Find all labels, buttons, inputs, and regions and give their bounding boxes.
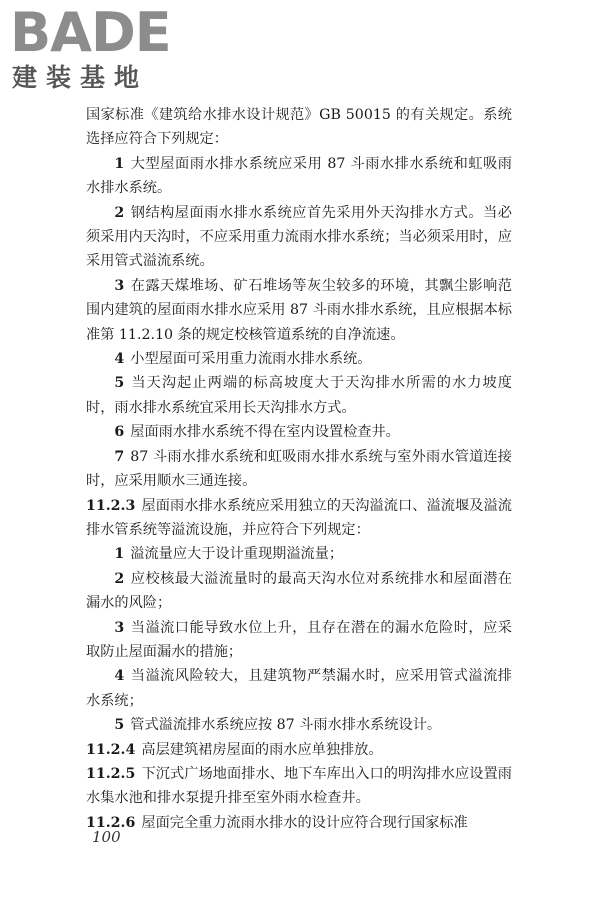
list-item: 3 当溢流口能导致水位上升，且存在潜在的漏水危险时，应采取防止屋面漏水的措施； (86, 619, 512, 660)
list-item: 3 在露天煤堆场、矿石堆场等灰尘较多的环境，其飘尘影响范围内建筑的屋面雨水排水应采用 87 斗雨水排水系统，且应根据本标准第 11.2.10 条的规定校核管道系统的自净流速。 (86, 277, 512, 343)
clause-11-2-4: 11.2.4 高层建筑裙房屋面的雨水应单独排放。 (86, 741, 383, 758)
logo (10, 1, 180, 96)
document-body (86, 103, 512, 835)
list-item: 4 小型屋面可采用重力流雨水排水系统。 (114, 351, 372, 368)
list-item: 6 屋面雨水排水系统不得在室内设置检查井。 (114, 424, 400, 441)
list-item: 5 管式溢流排水系统应按 87 斗雨水排水系统设计。 (114, 717, 442, 734)
clause-11-2-5: 11.2.5 下沉式广场地面排水、地下车库出入口的明沟排水应设置雨水集水池和排水泵提升排至室外雨水检查井。 (86, 765, 512, 807)
paragraph-intro: 国家标准《建筑给水排水设计规范》GB 50015 的有关规定。系统选择应符合下列规定： (86, 107, 512, 148)
clause-11-2-3: 11.2.3 屋面雨水排水系统应采用独立的天沟溢流口、溢流堰及溢流排水管系统等溢流设施，并应符合下列规定： (86, 497, 512, 538)
list-item: 1 溢流量应大于设计重现期溢流量； (114, 546, 344, 563)
logo-wordmark: BADE (10, 1, 171, 64)
list-item: 1 大型屋面雨水排水系统应采用 87 斗雨水排水系统和虹吸雨水排水系统。 (86, 155, 512, 197)
list-item: 4 当溢流风险较大，且建筑物严禁漏水时，应采用管式溢流排水系统； (86, 668, 512, 709)
list-item: 5 当天沟起止两端的标高坡度大于天沟排水所需的水力坡度时，雨水排水系统宜采用长天沟排水方式。 (86, 375, 512, 416)
list-item: 2 钢结构屋面雨水排水系统应首先采用外天沟排水方式。当必须采用内天沟时，不应采用重力流雨水排水系统；当必须采用时，应采用管式溢流系统。 (86, 204, 512, 270)
logo-chinese-name: 建装基地 (12, 63, 149, 92)
clause-11-2-6: 11.2.6 屋面完全重力流雨水排水的设计应符合现行国家标准 (86, 814, 468, 831)
page-number: 100 (92, 828, 121, 846)
list-item: 7 87 斗雨水排水系统和虹吸雨水排水系统与室外雨水管道连接时，应采用顺水三通连接。 (86, 448, 512, 490)
list-item: 2 应校核最大溢流量时的最高天沟水位对系统排水和屋面潜在漏水的风险； (86, 570, 512, 612)
